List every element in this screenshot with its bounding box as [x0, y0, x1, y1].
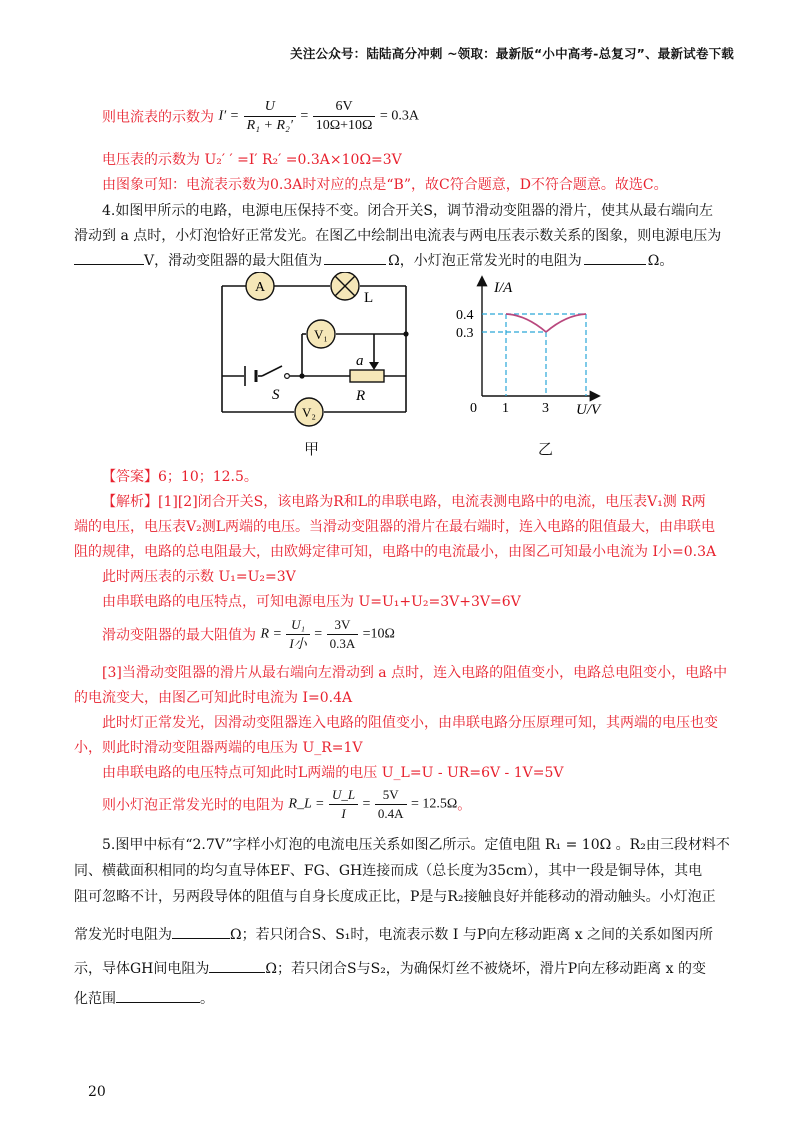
- rl-num2: 5V: [375, 786, 407, 805]
- rmax-den: I小: [289, 636, 307, 651]
- q5-line-5: [74, 958, 706, 978]
- graph-x-label: U/V: [576, 402, 601, 418]
- part3-line-5: 由串联电路的电压特点可知此时L两端的电压 U_L=U - UR=6V - 1V=5V: [102, 765, 564, 781]
- switch-contact: [285, 374, 290, 379]
- rmax-formula: [102, 616, 395, 653]
- junction-dot: [299, 373, 304, 378]
- analysis-line-2: 端的电压，电压表V₂测L两端的电压。当滑动变阻器的滑片在最右端时，连入电路的阻值最大，由串联电: [74, 519, 716, 535]
- q5-line-5-a: 示，导体GH间电阻为: [74, 961, 210, 977]
- junction-dot: [403, 331, 408, 336]
- answer-label: 【答案】: [102, 469, 158, 485]
- rl-formula: [102, 786, 471, 823]
- answer-blank-rmax[interactable]: [324, 250, 386, 265]
- answer-blank-voltage[interactable]: [74, 250, 144, 265]
- rmax-lhs: R =: [260, 626, 282, 642]
- q5-line-2: 同、横截面积相同的均匀直导体EF、FG、GH连接而成（总长度为35cm），其中一段是铜导体，其电: [74, 863, 703, 879]
- answer-blank-rlamp[interactable]: [584, 250, 646, 265]
- q5-line-4: [74, 924, 713, 944]
- rl-label: 则小灯泡正常发光时的电阻为: [102, 797, 284, 814]
- rmax-num2: 3V: [327, 616, 359, 635]
- rheostat: [350, 370, 384, 382]
- rl-eq: =: [362, 796, 371, 812]
- rl-frac-2: [375, 786, 407, 823]
- switch-label: S: [272, 387, 280, 403]
- q5-line-5-b: Ω；若只闭合S与S₂，为确保灯丝不被烧坏，滑片P向左移动距离 x 的变: [265, 961, 707, 977]
- part3-line-1: [3]当滑动变阻器的滑片从最右端向左滑动到 a 点时，连入电路的阻值变小，电路总电阻变小，电路中: [102, 665, 728, 681]
- answer-blank-lamp-resistance[interactable]: [172, 924, 230, 939]
- q5-line-3: 阻可忽略不计，另两段导体的阻值与自身长度成正比，P是与R₂接触良好并能移动的滑动触头。小灯泡正: [74, 889, 716, 905]
- rmax-num: U₁: [286, 616, 309, 635]
- analysis-line-3: 阻的规律，电路的总电阻最大，由欧姆定律可知，电路中的电流最小，由图乙可知最小电流为 I小=0.3A: [74, 544, 717, 560]
- ammeter-label: A: [254, 280, 266, 295]
- rmax-result: =10Ω: [362, 626, 395, 642]
- analysis-line-1: [102, 491, 706, 511]
- analysis-text-1: [1][2]闭合开关S，该电路为R和L的串联电路，电流表测电路中的电流，电压表V₁测 R两: [158, 494, 706, 510]
- q3-f2-num: 6V: [313, 98, 376, 117]
- q4-stem-line-1: 4.如图甲所示的电路，电源电压保持不变。闭合开关S，调节滑动变阻器的滑片，使其从最右端向左: [102, 203, 713, 219]
- q3-current-lhs: I′ =: [218, 108, 240, 124]
- q5-line-6-a: 化范围: [74, 991, 116, 1007]
- rmax-frac-2: [327, 616, 359, 653]
- graph-origin: 0: [470, 401, 477, 416]
- q4-stem-line-3-b: Ω，小灯泡正常发光时的电阻为: [388, 253, 582, 269]
- part3-line-4: 小，则此时滑动变阻器两端的电压为 U_R=1V: [74, 740, 363, 756]
- rl-end: 。: [457, 797, 472, 814]
- answer-blank-range[interactable]: [116, 988, 200, 1003]
- q3-current-formula: [102, 98, 419, 135]
- figure-caption-jia: 甲: [304, 440, 320, 458]
- slider-point-label: a: [356, 353, 364, 369]
- q5-line-4-b: Ω；若只闭合S、S₁时，电流表示数 I 与P向左移动距离 x 之间的关系如图丙所: [230, 927, 714, 943]
- q3-conclusion-line: 由图象可知：电流表示数为0.3A时对应的点是“B”，故C符合题意，D不符合题意。故选C。: [102, 177, 668, 193]
- rl-lhs: R_L =: [288, 796, 325, 812]
- q5-line-4-a: 常发光时电阻为: [74, 927, 172, 943]
- lamp-label: L: [364, 290, 374, 306]
- graph-y-tick-03: 0.3: [456, 326, 474, 341]
- graph-y-tick-04: 0.4: [456, 308, 474, 323]
- graph-x-tick-1: 1: [502, 401, 509, 416]
- analysis-line-5: 由串联电路的电压特点，可知电源电压为 U=U₁+U₂=3V+3V=6V: [102, 594, 521, 610]
- q3-f1-num: U: [244, 98, 296, 117]
- iu-graph: [450, 272, 620, 422]
- rl-frac-1: [329, 786, 358, 823]
- rmax-label: 滑动变阻器的最大阻值为: [102, 627, 256, 644]
- q3-fraction-2: [313, 98, 376, 135]
- answer-blank-gh-resistance[interactable]: [209, 958, 265, 973]
- analysis-line-4: 此时两压表的示数 U₁=U₂=3V: [102, 569, 296, 585]
- slider-arrow: [369, 362, 379, 370]
- analysis-label: 【解析】: [102, 494, 158, 510]
- rl-den: I: [341, 806, 346, 821]
- q3-result: = 0.3A: [379, 108, 419, 124]
- part3-line-2: 的电流变大，由图乙可知此时电流为 I=0.4A: [74, 690, 353, 706]
- q4-stem-line-3-c: Ω。: [647, 253, 674, 269]
- page-number: 20: [88, 1084, 106, 1100]
- rmax-frac-1: [286, 616, 309, 653]
- q3-voltage-line: 电压表的示数为 U₂′ ′ =I′ R₂′ =0.3A×10Ω=3V: [102, 152, 402, 168]
- q3-current-label: 则电流表的示数为: [102, 109, 214, 126]
- part3-line-3: 此时灯正常发光，因滑动变阻器连入电路的阻值变小，由串联电路分压原理可知，其两端的电压也变: [102, 715, 718, 731]
- page-header: 关注公众号：陆陆高分冲刺 ~领取：最新版“小中高考-总复习”、最新试卷下载: [290, 46, 734, 61]
- answer-text: 6；10；12.5。: [158, 469, 258, 485]
- q3-eq: =: [300, 108, 309, 124]
- q3-fraction-1: [244, 98, 296, 135]
- q5-line-6: [74, 988, 214, 1008]
- q4-stem-line-2: 滑动到 a 点时，小灯泡恰好正常发光。在图乙中绘制出电流表与两电压表示数关系的图象，则电源电压为: [74, 228, 722, 244]
- q3-f1-den: R₁ + R₂′: [246, 118, 293, 133]
- voltmeter-v1-label: V₁: [314, 327, 328, 342]
- q3-f2-den: 10Ω+10Ω: [315, 118, 373, 133]
- q5-line-1: 5.图甲中标有“2.7V”字样小灯泡的电流电压关系如图乙所示。定值电阻 R₁ = 10Ω 。R₂由三段材料不: [102, 837, 730, 853]
- rheostat-label: R: [356, 388, 366, 404]
- rl-result: = 12.5Ω: [410, 796, 458, 812]
- circuit-diagram: [210, 272, 420, 462]
- v1-curve: [506, 314, 546, 332]
- rmax-eq: =: [314, 626, 323, 642]
- q5-line-6-b: 。: [200, 991, 214, 1007]
- q4-answer: [102, 466, 258, 486]
- graph-x-tick-3: 3: [542, 401, 549, 416]
- figure-caption-yi: 乙: [538, 440, 554, 458]
- voltmeter-v2-label: V₂: [302, 405, 316, 420]
- guide-lines: [482, 314, 586, 396]
- rmax-den2: 0.3A: [329, 636, 356, 651]
- q4-stem-line-3-a: V，滑动变阻器的最大阻值为: [144, 253, 323, 269]
- switch-blade: [262, 366, 282, 376]
- q4-stem-line-3: [74, 250, 673, 270]
- rl-num: U_L: [329, 786, 358, 805]
- rl-den2: 0.4A: [377, 806, 404, 821]
- v2-curve: [546, 314, 586, 332]
- graph-y-label: I/A: [494, 280, 513, 296]
